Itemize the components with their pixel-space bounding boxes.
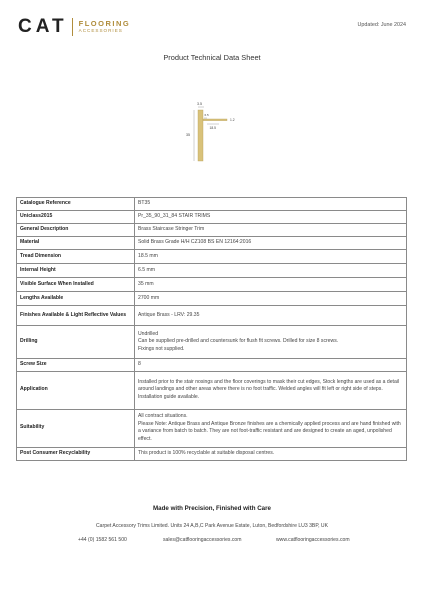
spec-row	[17, 292, 407, 306]
dim-label-height: 35	[186, 133, 190, 137]
footer-tagline: Made with Precision, Finished with Care	[153, 505, 271, 512]
spec-value-line: Antique Brass - LRV: 29.35	[138, 311, 200, 318]
spec-key: Finishes Available & Light Reflective Values	[17, 306, 135, 326]
updated-date: Updated: June 2024	[357, 22, 406, 28]
spec-value-line: Please Note: Antique Brass and Antique Bronze finishes are a chemically applied process and are hand finished with a variance from batch to batch. They are not foot-traffic resistant and are designed to create an aged, unpolished effect.	[138, 420, 401, 442]
spec-value	[135, 447, 407, 460]
spec-value-line: BT35	[138, 200, 151, 207]
spec-row	[17, 326, 407, 359]
logo-divider	[72, 18, 73, 36]
spec-value	[135, 326, 407, 359]
dim-label-tread: 18.5	[209, 126, 216, 130]
spec-row	[17, 237, 407, 250]
spec-value	[135, 237, 407, 250]
profile-drawing	[183, 99, 243, 163]
spec-key: Visible Surface When Installed	[17, 278, 135, 292]
spec-value-line: Fixings not supplied.	[138, 345, 185, 352]
spec-row	[17, 306, 407, 326]
spec-row	[17, 250, 407, 264]
spec-value	[135, 306, 407, 326]
spec-value	[135, 409, 407, 447]
footer-email-link[interactable]: sales@catflooringaccessories.com	[163, 537, 242, 543]
dim-label-thickness: 1.2	[230, 118, 235, 122]
spec-key: Screw Size	[17, 359, 135, 372]
spec-key: Catalogue Reference	[17, 198, 135, 211]
spec-key: Internal Height	[17, 264, 135, 278]
spec-row	[17, 278, 407, 292]
company-logo	[18, 17, 130, 37]
logo-wordmark: CAT	[18, 16, 68, 37]
spec-row	[17, 359, 407, 372]
profile-tread	[203, 119, 227, 121]
spec-row	[17, 371, 407, 409]
spec-row	[17, 224, 407, 237]
spec-row	[17, 409, 407, 447]
spec-value	[135, 278, 407, 292]
spec-key: Lengths Available	[17, 292, 135, 306]
document-title: Product Technical Data Sheet	[163, 53, 261, 62]
profile-upright	[198, 110, 203, 161]
spec-value	[135, 198, 407, 211]
spec-value-line: Solid Brass Grade H/H CZ108 BS EN 12164:2016	[138, 239, 252, 246]
spec-value-line: All contract situations.	[138, 412, 188, 419]
spec-value	[135, 359, 407, 372]
spec-key: General Description	[17, 224, 135, 237]
logo-subtitle-line-2: ACCESSORIES	[78, 27, 123, 33]
spec-key: Uniclass2015	[17, 211, 135, 224]
spec-value	[135, 371, 407, 409]
dim-label-top: 3.5	[197, 102, 202, 106]
spec-value-line: Undrilled	[138, 330, 159, 337]
spec-row	[17, 198, 407, 211]
spec-value	[135, 292, 407, 306]
spec-key: Material	[17, 237, 135, 250]
dim-label-internal: 6.5	[204, 113, 209, 117]
spec-value-line: Can be supplied pre-drilled and countersunk for flush fit screws. Drilled for size 8 screws.	[138, 338, 339, 345]
spec-value-line: 18.5 mm	[138, 252, 158, 259]
spec-value	[135, 211, 407, 224]
footer-phone: +44 (0) 1582 561 500	[78, 537, 127, 543]
logo-subtitle-line-1: FLOORING	[78, 19, 131, 29]
spec-key: Drilling	[17, 326, 135, 359]
spec-key: Tread Dimension	[17, 250, 135, 264]
spec-value-line: Pr_35_90_31_84 STAIR TRIMS	[138, 213, 211, 220]
spec-key: Post Consumer Recyclability	[17, 447, 135, 460]
spec-value-line: 35 mm	[138, 280, 154, 287]
logo-subtitle	[79, 20, 131, 33]
footer-address: Carpet Accessory Trims Limited. Units 24 A,B,C Park Avenue Estate, Luton, Bedfordshire LU3 3BP, UK	[96, 523, 328, 529]
spec-value-line: 2700 mm	[138, 294, 160, 301]
spec-value-line: Installed prior to the stair nosings and the floor coverings to mask their cut edges, Stock lengths are used as a detail around landings and other areas where there is no foot traffic. Welded angles will fit left or right side of steps. Installation guide available.	[138, 378, 400, 400]
spec-value-line: Brass Staircase Stringer Trim	[138, 226, 205, 233]
spec-value-line: 6.5 mm	[138, 266, 155, 273]
spec-key: Application	[17, 371, 135, 409]
spec-row	[17, 447, 407, 460]
spec-row	[17, 211, 407, 224]
spec-value-line: 8	[138, 361, 141, 367]
spec-row	[17, 264, 407, 278]
spec-value	[135, 264, 407, 278]
spec-value-line: This product is 100% recyclable at suitable disposal centres.	[138, 449, 275, 456]
footer-website-link[interactable]: www.catflooringaccessories.com	[276, 537, 350, 543]
spec-value	[135, 250, 407, 264]
spec-table	[16, 197, 407, 461]
spec-key: Suitability	[17, 409, 135, 447]
spec-value	[135, 224, 407, 237]
